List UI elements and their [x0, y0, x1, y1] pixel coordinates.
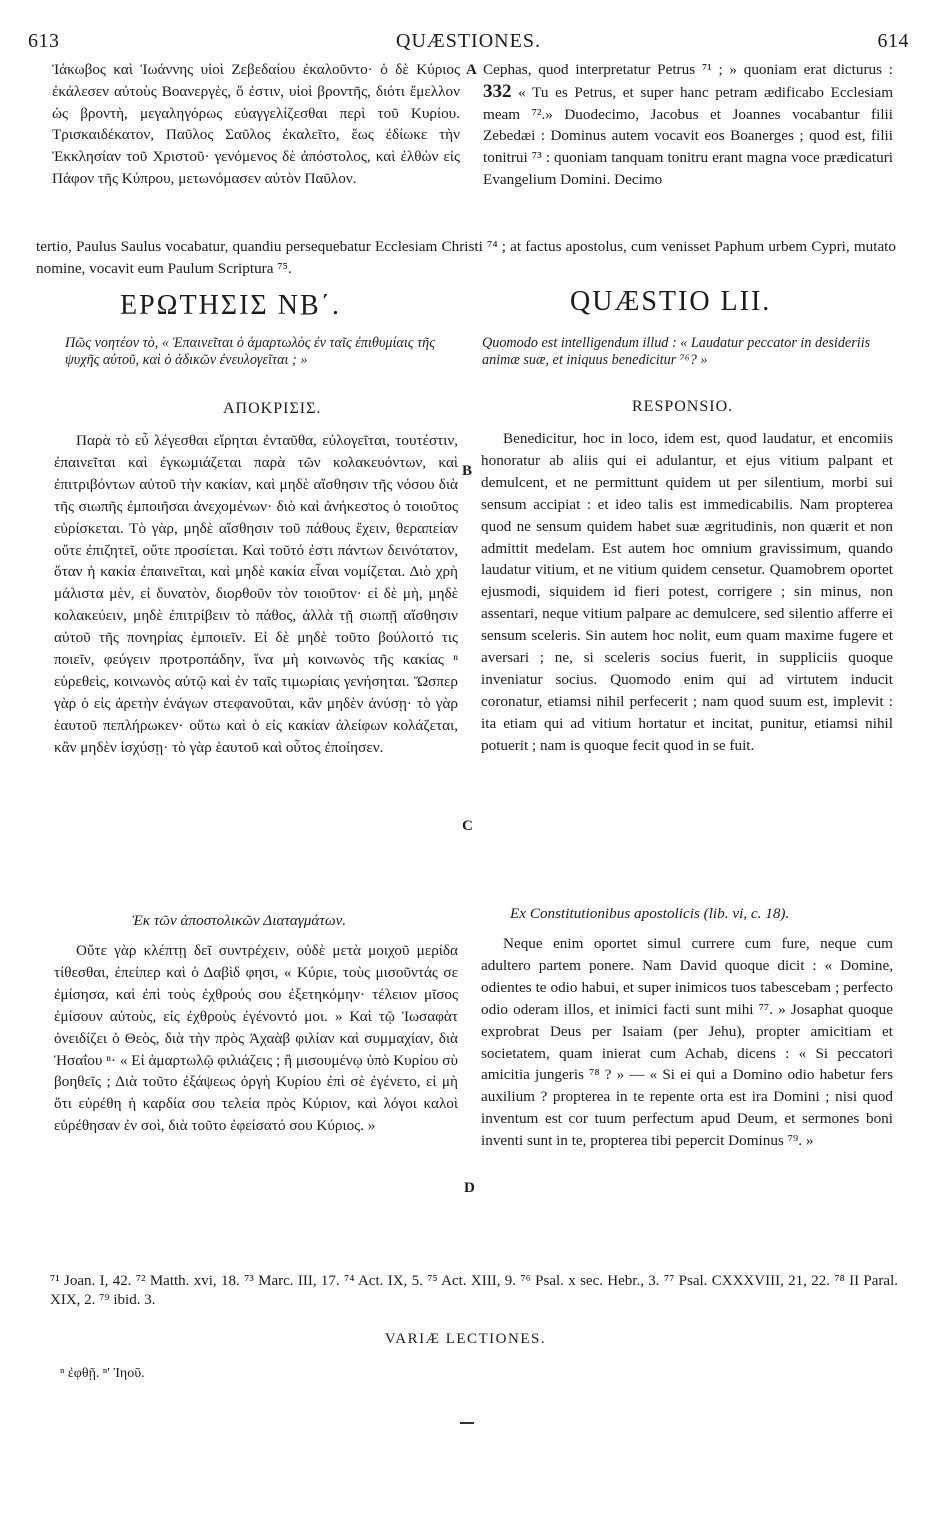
latin-continuation-part-b: « Tu es Petrus, et super hanc petram ædificabo Ecclesiam meam ⁷².» Duodecimo, Jacobus et Joannes vocabantur filii Zebedæi : Dominus autem vocavit eos Boanerges ; quod est, filii tonitrui ⁷³ : quoniam tanquam tonitru erant magna voce prædicaturi Evangelium Domini. Decimo: [483, 83, 894, 188]
greek-subhead: Ἐκ τῶν ἀποστολικῶν Διαταγμάτων.: [132, 912, 347, 929]
greek-response-heading: ΑΠΟΚΡΙΣΙΣ.: [223, 400, 322, 417]
variae-lectiones-heading: VARIÆ LECTIONES.: [384, 1331, 547, 1347]
latin-constitutions-body: [481, 933, 893, 1263]
full-width-continuation: tertio, Paulus Saulus vocabatur, quandiu persequebatur Ecclesiam Christi ⁷⁴ ; at factus apostolus, cum venisset Paphum urbem Cypri, mutato nomine, vocavit eum Paulum Scriptura ⁷⁵.: [36, 238, 896, 277]
margin-letter-a: A: [466, 62, 477, 78]
page-end-rule: [460, 1422, 474, 1424]
latin-continuation-part-a: Cephas, quod interpretatur Petrus ⁷¹ ; » quoniam erat dicturus :: [483, 61, 893, 78]
latin-question-title: QUÆSTIO LII.: [570, 286, 772, 317]
page-number-right: 614: [877, 30, 909, 52]
greek-answer-body: [54, 430, 458, 890]
margin-letter-d: D: [464, 1180, 475, 1196]
page-number-left: 613: [28, 30, 60, 52]
greek-answer-text: Παρὰ τὸ εὖ λέγεσθαι εἴρηται ἐνταῦθα, εὐλογεῖται, τουτέστιν, ἐπαινεῖται καὶ ἐγκωμιάζεται παρὰ τῶν κολακευόντων, καὶ ἐπιτριβόντων αὐτοῦ τὴν κακίαν, καὶ μηδὲ αἴσθησιν τῆς νόσου διὰ τῆς σιωπῆς ἐμποιῆσαι ἀνεχομένων· διὸ καὶ ἀνήκεστος ὁ τοιοῦτος εὑρίσκεται. Τὸ γὰρ, μηδὲ αἴσθησιν τοῦ πάθους ἔχειν, θεραπείαν οὔτε ἐπιζητεῖ, οὔτε προσίεται. Καὶ τοῦτό ἐστι πάντων δεινότατον, ὅταν ἡ κακία ἐπαινεῖται, καὶ μηδὲ κακία εἶναι νομίζεται. Διὸ χρὴ μάλιστα μὲν, εἰ δυνατὸν, διορθοῦν τὸν τοιοῦτον· εἰ δὲ μὴ, μηδὲ κολακεύειν, μηδὲ ἐπιτρίβειν τὸ πάθος, ἀλλὰ τῇ σιωπῇ αἴσθησιν αὐτοῦ τῆς πονηρίας ἐμποιεῖν. Εἰ δὲ μηδὲ τοῦτο βούλοιτό τις ποιεῖν, φεύγειν προτροπάδην, ἵνα μὴ κοινωνὸς τῆς κακίας ⁿ εὑρεθεὶς, κοινωνὸς αὐτῷ καὶ ἐν ταῖς τιμωρίαις γενήσηται. Ὥσπερ γὰρ ὁ εἰς ἀρετὴν ἐνάγων στεφανοῦται, κἂν μηδὲν ἀνύσῃ· τὸ γὰρ ἑαυτοῦ πεπλήρωκεν· οὕτω καὶ ὁ εἰς κακίαν ἀλείφων κολάζεται, κἂν μηδὲν ἰσχύσῃ· τὸ γὰρ ἑαυτοῦ καὶ οὗτος ἐποίησεν.: [54, 432, 458, 756]
latin-response-heading: RESPONSIO.: [632, 398, 734, 415]
latin-subhead: Ex Constitutionibus apostolicis (lib. vi, c. 18).: [510, 905, 790, 922]
greek-continuation: [52, 59, 460, 253]
latin-answer-body: [481, 428, 893, 908]
margin-letter-b: B: [462, 463, 473, 479]
greek-constitutions-body: [54, 940, 458, 1260]
greek-question-title: ΕΡΩΤΗΣΙΣ ΝΒ΄.: [120, 290, 341, 321]
latin-question-subtitle: Quomodo est intelligendum illud : « Laudatur peccator in desideriis animæ suæ, et iniquus benedicitur ⁷⁶? »: [482, 335, 871, 368]
variae-lectiones-line: ⁿ ἐφθῇ. ⁿ' Ἰηοῦ.: [60, 1366, 145, 1381]
running-title: QUÆSTIONES.: [396, 30, 541, 52]
latin-constitutions-text: Neque enim oportet simul currere cum fure, neque cum adultero partem ponere. Nam David quoque dicit : « Domine, odientes te odio habui, et super inimicos tuos tabescebam ; perfecto odio oderam illos, et inimici facti sunt mihi ⁷⁷. » Josaphat quoque exprobrat Deus per Isaiam (per Jehu), propter amicitiam et societatem, quam inierat cum Achab, dicens : « Si peccatori amicitia jungeris ⁷⁸ ? » — « Si ei qui a Domino odio habetur fers auxilium ? propterea in te repente orta est ira Domini ; nisi quod inventum est cor tuum perfectum apud Deum, et sermones boni inventi sunt in te, propterea tibi pepercit Dominus ⁷⁹. »: [481, 935, 893, 1150]
footnotes: ⁷¹ Joan. I, 42. ⁷² Matth. xvi, 18. ⁷³ Marc. III, 17. ⁷⁴ Act. IX, 5. ⁷⁵ Act. XIII, 9. ⁷⁶ Psal. x sec. Hebr., 3. ⁷⁷ Psal. CXXXVIII, 21, 22. ⁷⁸ II Paral. XIX, 2. ⁷⁹ ibid. 3.: [50, 1273, 898, 1308]
margin-letter-c: C: [462, 818, 473, 834]
greek-continuation-text: Ἰάκωβος καὶ Ἰωάννης υἱοὶ Ζεβεδαίου ἐκαλοῦντο· ὁ δὲ Κύριος ἐκάλεσεν αὐτοὺς Βοανεργὲς, ὅ ἐστιν, υἱοὶ βροντῆς, διότι ἔμελλον ὡς βροντὴ, μεγαληγόρως εὐαγγελίζεσθαι περὶ τοῦ Κυρίου. Τρισκαιδέκατον, Παῦλος Σαῦλος ἐκαλεῖτο, ἕως ἐδίωκε τὴν Ἐκκλησίαν τοῦ Χριστοῦ· γενόμενος δὲ ἀπόστολος, καὶ ἐλθὼν εἰς Πάφον τῆς Κύπρου, μετωνόμασεν αὐτὸν Παῦλον.: [52, 61, 460, 187]
latin-continuation: [483, 59, 893, 253]
greek-question-subtitle: Πῶς νοητέον τὸ, « Ἐπαινεῖται ὁ ἁμαρτωλὸς ἐν ταῖς ἐπιθυμίαις τῆς ψυχῆς αὐτοῦ, καὶ ὁ ἀδικῶν ἐνευλογεῖται ; »: [65, 335, 435, 368]
latin-answer-text: Benedicitur, hoc in loco, idem est, quod laudatur, et encomiis honoratur ab aliis qui ei adulantur, et ejus vitium palpant et demulcent, et ne permittunt quidem ut per silentium, morbi sui sensum accipiat : et ideo talis est immedicabilis. Nam propterea quod ne sensum quidem habet suæ ægritudinis, non quærit et non admittit medelam. Est autem hoc omnium gravissimum, quando laudatur vitium, et ne vitium quidem censetur. Quamobrem oportet ejusmodi, siquidem id fieri potest, corrigere ; sin minus, non assentari, neque vitium palpare ac demulcere, sed silentio afferre ei sensum sceleris. Sin autem hoc nolit, eum quam maxime fugere et aversari ; ne, si sceleris socius fuerit, in suppliciis quoque inveniatur socius. Quomodo enim qui ad virtutem inducit coronatur, etiamsi nihil perfecerit ; nam quod suum est, implevit : ita etiam qui ad vitium hortatur et incitat, punitur, etiamsi nihil potuerit ; nam is quoque fecit quod in se fuit.: [481, 430, 893, 754]
greek-constitutions-text: Οὔτε γὰρ κλέπτῃ δεῖ συντρέχειν, οὐδὲ μετὰ μοιχοῦ μερίδα τίθεσθαι, ἐπείπερ καὶ ὁ Δαβὶδ φησι, « Κύριε, τοὺς μισοῦντάς σε ἐμίσησα, καὶ ἐπὶ τοὺς ἐχθρούς σου ἐξετηκόμην· τέλειον μῖσος ἐμίσουν αὐτοὺς, εἰς ἐχθροὺς ἐγένοντό μοι. » Καὶ τῷ Ἰωσαφὰτ ὀνειδίζει ὁ Θεὸς, διὰ τὴν πρὸς Ἀχαὰβ φιλίαν καὶ συμμαχίαν, διὰ Ἡσαΐου ⁿ· « Εἰ ἁμαρτωλῷ φιλιάζεις ; ἢ μισουμένῳ ὑπὸ Κυρίου σὺ βοηθεῖς ; Διὰ τοῦτο ἐξάψεως ὀργὴ Κυρίου ἐπὶ σὲ ἐγένετο, εἰ μὴ ὅτι εὑρέθη ἡ καρδία σου τελεία πρὸς Κύριον, καὶ λόγοι καλοὶ εὑρέθησαν ἐν σοὶ, διὰ τοῦτο ἐφείσατό σου Κύριος. »: [54, 942, 458, 1135]
column-marker-number: 332: [483, 80, 512, 102]
latin-continuation-text: [483, 59, 893, 191]
running-header: [28, 30, 909, 56]
